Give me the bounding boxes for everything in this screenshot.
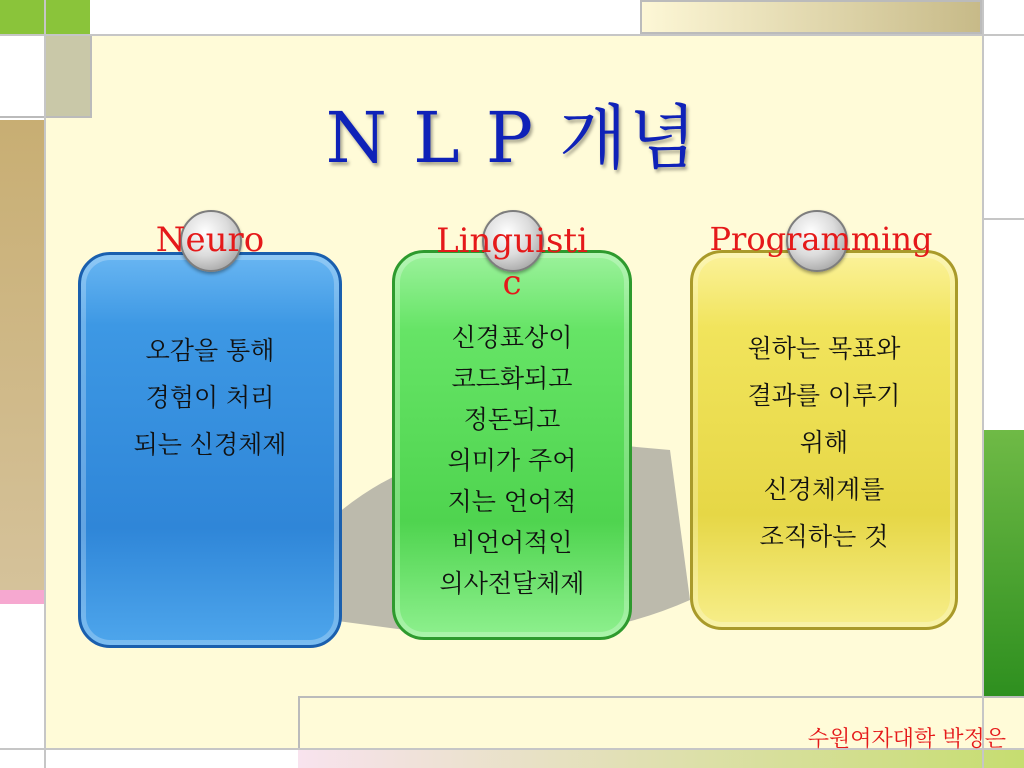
programming-card (690, 250, 958, 630)
neuro-line: 오감을 통해 (145, 336, 275, 365)
linguistic-line: 의사전달체제 (439, 569, 585, 598)
linguistic-line: 정돈되고 (463, 405, 561, 434)
neuro-line: 경험이 처리 (145, 383, 275, 412)
neuro-label: Neuro (155, 220, 265, 260)
programming-line: 신경체계를 (763, 475, 885, 504)
programming-line: 원하는 목표와 (747, 334, 901, 363)
linguistic-line: 비언어적인 (451, 528, 573, 557)
programming-line: 위해 (799, 428, 849, 457)
neuro-line: 되는 신경체제 (133, 430, 287, 459)
programming-line: 조직하는 것 (759, 522, 889, 551)
linguistic-line: 지는 언어적 (447, 487, 577, 516)
linguistic-label-line1: Linguisti (436, 221, 588, 261)
linguistic-label-line2: c (502, 263, 522, 303)
linguistic-line: 의미가 주어 (447, 446, 577, 475)
linguistic-label (412, 220, 612, 304)
linguistic-line: 코드화되고 (451, 364, 573, 393)
neuro-card (78, 252, 342, 648)
programming-label: Programming (709, 220, 933, 258)
programming-line: 결과를 이루기 (747, 381, 901, 410)
linguistic-line: 신경표상이 (451, 323, 573, 352)
page-title: N L P 개념 (325, 97, 699, 179)
linguistic-card (392, 250, 632, 640)
footer-author: 수원여자대학 박정은 (807, 727, 1006, 752)
